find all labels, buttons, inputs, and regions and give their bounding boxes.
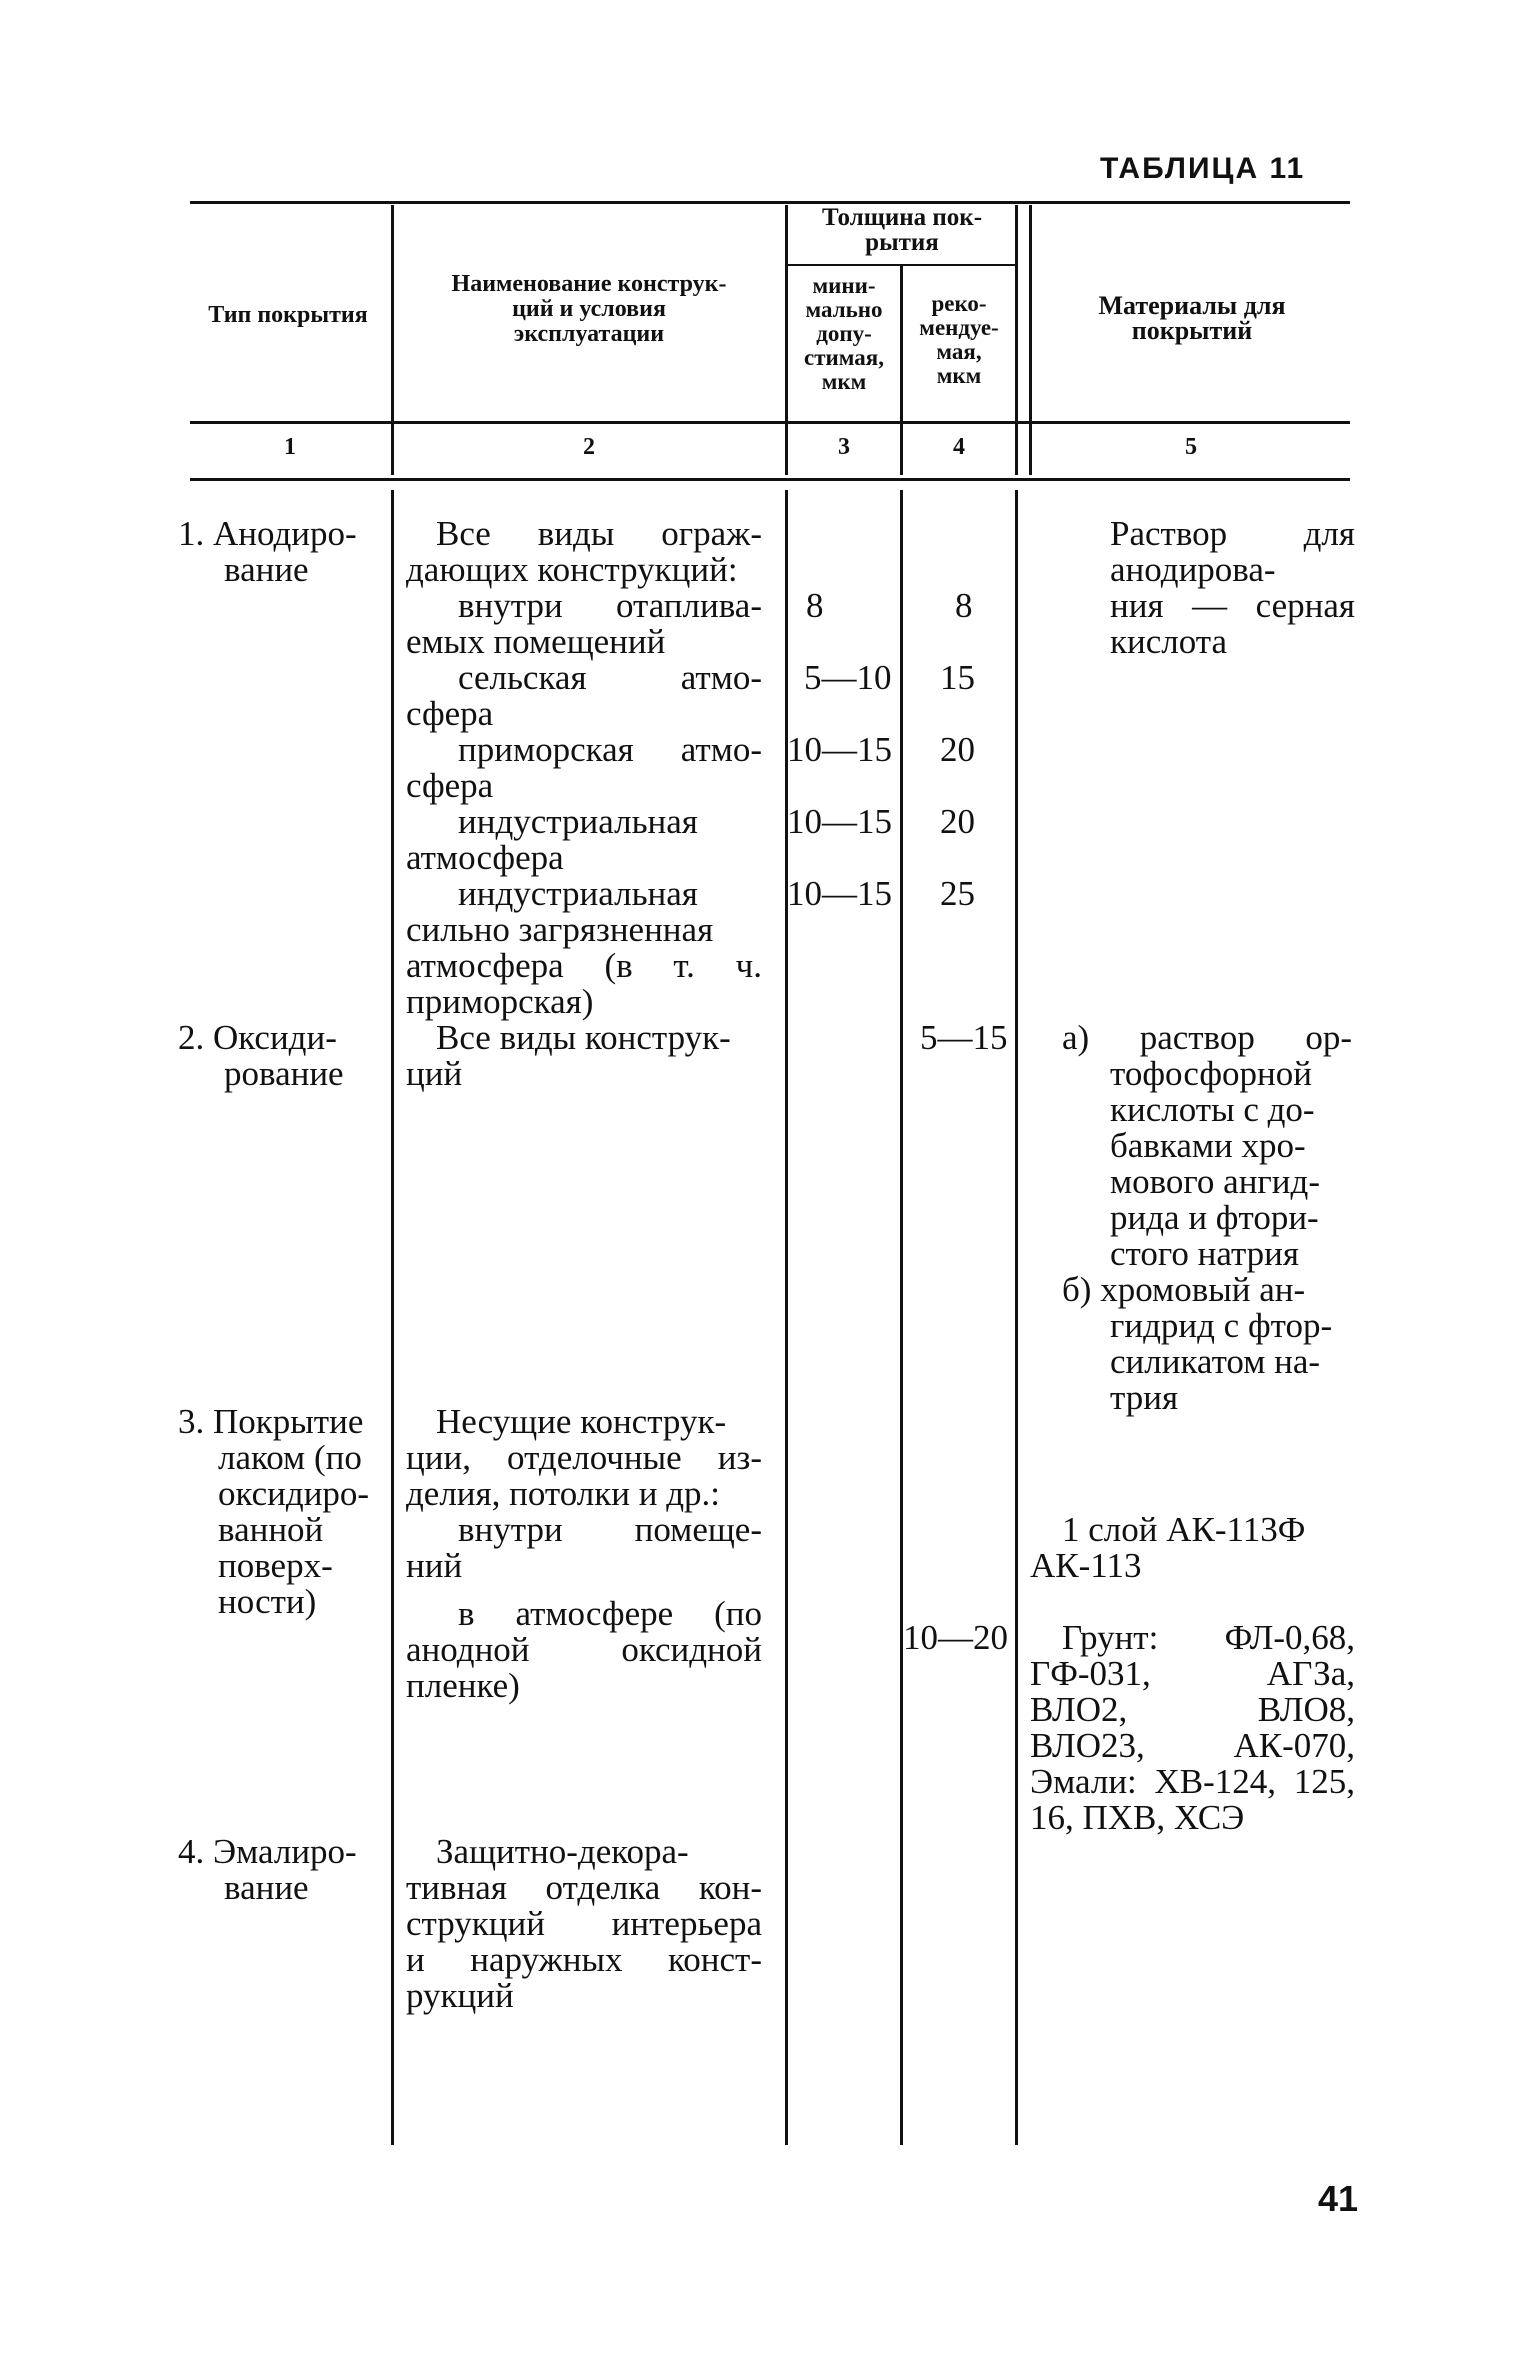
row4-desc-line: и наружных конст-	[406, 1940, 762, 1979]
row1-desc-line: индустриальная	[458, 802, 698, 841]
row2-type-line: 2. Оксиди-	[178, 1018, 337, 1057]
row3-materials-b	[1030, 1620, 1355, 1836]
header-col1: Тип покрытия	[208, 302, 368, 328]
table-title: ТАБЛИЦА 11	[1100, 152, 1306, 185]
row1-desc-line: приморская атмо-	[458, 730, 762, 769]
row2-materials-line: трия	[1110, 1378, 1179, 1417]
row3-materials-b-line: ГФ-031, АГЗа,	[1030, 1654, 1355, 1693]
row2-materials-line: кислоты с до-	[1110, 1090, 1315, 1129]
row3-type	[178, 1404, 393, 1620]
row2-desc-line: ций	[406, 1054, 463, 1093]
row2-materials-line: а) раствор ор-	[1062, 1018, 1352, 1057]
row3-desc-line: анодной оксидной	[406, 1630, 762, 1669]
row2-materials-line: силикатом на-	[1110, 1342, 1321, 1381]
row2-type	[178, 1020, 388, 1092]
row3-desc-line: ции, отделочные из-	[406, 1438, 762, 1477]
row1-desc-line: атмосфера (в т. ч.	[406, 946, 762, 985]
row2-materials-line: рида и фтори-	[1110, 1198, 1319, 1237]
header-col5	[1034, 293, 1350, 343]
row1-desc-line: сфера	[406, 694, 494, 733]
row4-desc-line: струкций интерьера	[406, 1904, 762, 1943]
col-number-1: 1	[284, 434, 296, 460]
row4-desc-line: Защитно-декора-	[436, 1832, 689, 1871]
header-col5-line: покрытий	[1131, 316, 1253, 345]
row4-type-line: 4. Эмалиро-	[178, 1832, 357, 1871]
header-col3-line: мально	[805, 297, 883, 322]
row2-desc	[406, 1020, 776, 1092]
col-number-5: 5	[1185, 434, 1197, 460]
row1-desc-line: Все виды ограж-	[436, 514, 762, 553]
row3-desc-line: в атмосфере (по	[458, 1594, 762, 1633]
header-col3-line: мини-	[812, 273, 876, 298]
row3-desc-line: внутри помеще-	[458, 1510, 762, 1549]
row4-type	[178, 1834, 388, 1906]
row1-min-1: 8	[806, 586, 824, 625]
row1-desc-line: емых помещений	[406, 622, 666, 661]
body-vline-3	[900, 490, 903, 2145]
header-col2-line: ций и условия	[512, 296, 666, 322]
header-col2-line: эксплуатации	[513, 321, 665, 347]
header-col4	[904, 292, 1014, 388]
row1-min-4: 10—15	[787, 802, 892, 841]
row3-desc-line: пленке)	[406, 1666, 520, 1705]
row3-materials-b-line: Грунт: ФЛ-0,68,	[1062, 1618, 1355, 1657]
row1-rec-2: 15	[940, 658, 975, 697]
row3-type-line: ванной	[218, 1510, 324, 1549]
header-vline-4	[1015, 205, 1018, 475]
row3-materials-b-line: 16, ПХВ, ХСЭ	[1030, 1798, 1245, 1837]
row3-desc-line: ний	[406, 1546, 463, 1585]
row4-type-line: вание	[224, 1868, 309, 1907]
header-col2-line: Наименование конструк-	[451, 271, 727, 297]
body-vline-4	[1015, 490, 1018, 2145]
row1-rec-1: 8	[955, 586, 973, 625]
row2-materials-line: стого натрия	[1110, 1234, 1300, 1273]
row1-materials-line: кислота	[1110, 622, 1228, 661]
row3-desc	[406, 1404, 762, 1704]
row3-rec: 10—20	[903, 1618, 1008, 1657]
row1-rec-5: 25	[940, 874, 975, 913]
row2-materials-line: б) хромовый ан-	[1062, 1270, 1306, 1309]
row2-materials-line: тофосфорной	[1110, 1054, 1312, 1093]
body-vline-1	[391, 490, 394, 2145]
header-col3-line: допу-	[816, 321, 872, 346]
row1-min-5: 10—15	[787, 874, 892, 913]
header-thickness-group	[790, 205, 1014, 255]
numbers-bottom-rule	[190, 478, 1350, 481]
row1-materials-line: Раствор для	[1110, 514, 1355, 553]
row2-type-line: рование	[224, 1054, 344, 1093]
header-col4-line: мая,	[936, 339, 982, 364]
row1-materials	[1110, 516, 1355, 660]
row1-type-line: вание	[224, 550, 309, 589]
row2-materials-line: бавками хро-	[1110, 1126, 1306, 1165]
header-thickness-line: рытия	[865, 229, 939, 256]
row1-min-3: 10—15	[787, 730, 892, 769]
header-thickness-line: Толщина пок-	[821, 204, 983, 231]
row3-desc-line: делия, потолки и др.:	[406, 1474, 720, 1513]
row3-type-line: лаком (по	[218, 1438, 362, 1477]
row1-materials-line: анодирова-	[1110, 550, 1276, 589]
header-col3-line: мкм	[821, 369, 867, 394]
row3-type-line: оксидиро-	[218, 1474, 370, 1513]
row1-rec-3: 20	[940, 730, 975, 769]
row2-rec: 5—15	[920, 1018, 1008, 1057]
row1-type-line: 1. Анодиро-	[178, 514, 357, 553]
row3-type-line: ности)	[218, 1582, 317, 1621]
row3-materials-a-line: 1 слой АК-113Ф	[1062, 1510, 1306, 1549]
col-number-3: 3	[838, 434, 850, 460]
row1-type	[178, 516, 388, 588]
header-col4-line: мендуе-	[919, 315, 999, 340]
header-col3-line: стимая,	[804, 345, 884, 370]
row2-materials-line: гидрид с фтор-	[1110, 1306, 1333, 1345]
row3-materials-a	[1030, 1512, 1350, 1584]
row3-materials-a-line: АК-113	[1030, 1546, 1142, 1585]
row1-desc	[406, 516, 762, 1020]
row4-desc	[406, 1834, 762, 2014]
row3-materials-b-line: Эмали: ХВ-124, 125,	[1030, 1762, 1355, 1801]
header-col4-line: мкм	[936, 363, 982, 388]
row1-desc-line: атмосфера	[406, 838, 564, 877]
row1-materials-line: ния — серная	[1110, 586, 1355, 625]
row3-materials-b-line: ВЛО2, ВЛО8,	[1030, 1690, 1355, 1729]
header-col5-line: Материалы для	[1098, 291, 1286, 320]
row3-materials-b-line: ВЛО23, АК-070,	[1030, 1726, 1355, 1765]
row1-desc-line: сильно загрязненная	[406, 910, 714, 949]
row2-materials-line: мового ангид-	[1110, 1162, 1320, 1201]
header-col2	[398, 272, 780, 347]
col-number-4: 4	[953, 434, 965, 460]
header-col4-line: реко-	[931, 291, 987, 316]
row1-desc-line: приморская)	[406, 982, 594, 1021]
header-bottom-rule	[190, 421, 1350, 424]
row1-desc-line: сельская атмо-	[458, 658, 762, 697]
row4-desc-line: рукций	[406, 1976, 514, 2015]
row3-type-line: поверх-	[218, 1546, 333, 1585]
col-number-2: 2	[583, 434, 595, 460]
row2-desc-line: Все виды конструк-	[436, 1018, 731, 1057]
row1-desc-line: сфера	[406, 766, 494, 805]
row3-type-line: 3. Покрытие	[178, 1402, 364, 1441]
row3-desc-line: Несущие конструк-	[436, 1402, 727, 1441]
row2-materials	[1062, 1020, 1352, 1416]
row1-min-2: 5—10	[804, 658, 892, 697]
row1-rec-4: 20	[940, 802, 975, 841]
row1-desc-line: индустриальная	[458, 874, 698, 913]
row1-desc-line: внутри отаплива-	[458, 586, 762, 625]
top-rule	[190, 201, 1350, 204]
row4-desc-line: тивная отделка кон-	[406, 1868, 762, 1907]
page-number: 41	[1318, 2178, 1359, 2219]
header-col3	[789, 274, 899, 394]
row1-desc-line: дающих конструкций:	[406, 550, 738, 589]
